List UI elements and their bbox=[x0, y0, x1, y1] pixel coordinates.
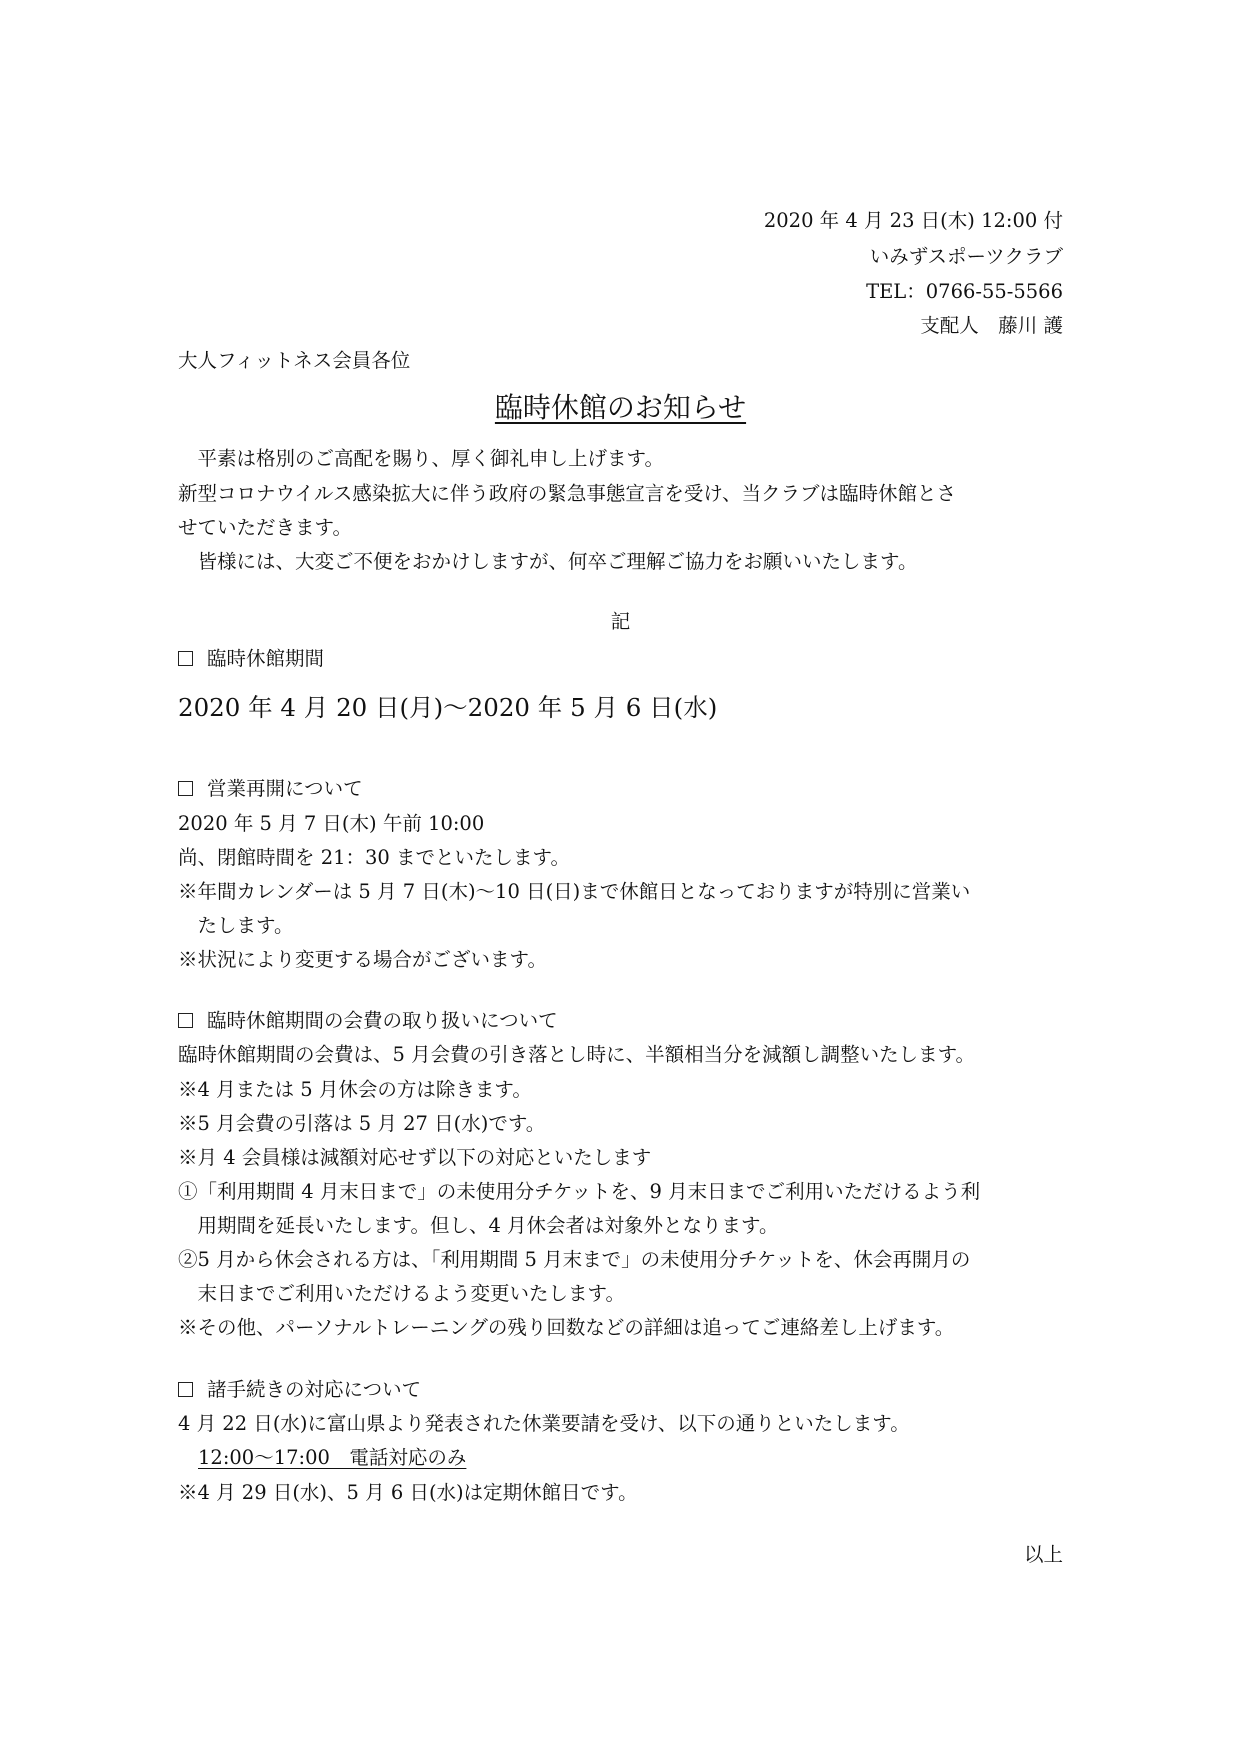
procedures-line: 4 月 22 日(水)に富山県より発表された休業要請を受け、以下の通りといたします。 bbox=[178, 1412, 910, 1435]
fees-line: 用期間を延長いたします。但し、4 月休会者は対象外となります。 bbox=[178, 1214, 779, 1237]
manager-name: 支配人 藤川 護 bbox=[920, 314, 1063, 337]
intro-line: 平素は格別のご高配を賜り、厚く御礼申し上げます。 bbox=[178, 447, 664, 470]
checkbox-icon bbox=[178, 781, 193, 796]
ki-mark: 記 bbox=[610, 610, 631, 633]
fees-line: ※5 月会費の引落は 5 月 27 日(水)です。 bbox=[178, 1112, 546, 1135]
intro-line: 皆様には、大変ご不便をおかけしますが、何卒ご理解ご協力をお願いいたします。 bbox=[178, 550, 918, 573]
reopen-line: ※年間カレンダーは 5 月 7 日(木)～10 日(日)まで休館日となっておりますが特別に営業い bbox=[178, 880, 971, 903]
intro-line: 新型コロナウイルス感染拡大に伴う政府の緊急事態宣言を受け、当クラブは臨時休館とさ bbox=[178, 482, 957, 505]
checkbox-icon bbox=[178, 1013, 193, 1028]
intro-line: せていただきます。 bbox=[178, 516, 352, 539]
reopen-line: 2020 年 5 月 7 日(木) 午前 10:00 bbox=[178, 812, 485, 835]
procedures-note: ※4 月 29 日(水)、5 月 6 日(水)は定期休館日です。 bbox=[178, 1481, 638, 1504]
section-heading-closure: 臨時休館期間 bbox=[178, 646, 324, 672]
reopen-line: たします。 bbox=[178, 914, 294, 937]
checkbox-icon bbox=[178, 651, 193, 666]
addressee: 大人フィットネス会員各位 bbox=[178, 349, 411, 372]
fees-line: ②5 月から休会される方は、「利用期間 5 月末まで」の未使用分チケットを、休会再開月の bbox=[178, 1248, 971, 1271]
reopen-line: 尚、閉館時間を 21：30 までといたします。 bbox=[178, 846, 570, 869]
fees-line: ※その他、パーソナルトレーニングの残り回数などの詳細は追ってご連絡差し上げます。 bbox=[178, 1316, 955, 1339]
closure-period: 2020 年 4 月 20 日(月)～2020 年 5 月 6 日(水) bbox=[178, 693, 718, 722]
reopen-line: ※状況により変更する場合がございます。 bbox=[178, 948, 547, 971]
fees-line: 臨時休館期間の会費は、5 月会費の引き落とし時に、半額相当分を減額し調整いたします。 bbox=[178, 1043, 976, 1066]
closing-mark: 以上 bbox=[1023, 1543, 1063, 1566]
fees-line: ①「利用期間 4 月末日まで」の未使用分チケットを、9 月末日までご利用いただけるよう利 bbox=[178, 1180, 981, 1203]
section-heading-fees: 臨時休館期間の会費の取り扱いについて bbox=[178, 1008, 558, 1034]
phone-hours: 12:00～17:00 電話対応のみ bbox=[198, 1446, 467, 1469]
fees-line: ※4 月または 5 月休会の方は除きます。 bbox=[178, 1078, 532, 1101]
section-heading-procedures: 諸手続きの対応について bbox=[178, 1377, 421, 1403]
organization-name: いみずスポーツクラブ bbox=[869, 245, 1063, 268]
section-heading-reopen: 営業再開について bbox=[178, 776, 363, 802]
page-title: 臨時休館のお知らせ bbox=[494, 391, 747, 424]
fees-line: 末日までご利用いただけるよう変更いたします。 bbox=[178, 1282, 625, 1305]
issue-date: 2020 年 4 月 23 日(木) 12:00 付 bbox=[763, 209, 1063, 232]
checkbox-icon bbox=[178, 1382, 193, 1397]
telephone: TEL：0766-55-5566 bbox=[866, 280, 1063, 303]
fees-line: ※月 4 会員様は減額対応せず以下の対応といたします bbox=[178, 1146, 652, 1169]
